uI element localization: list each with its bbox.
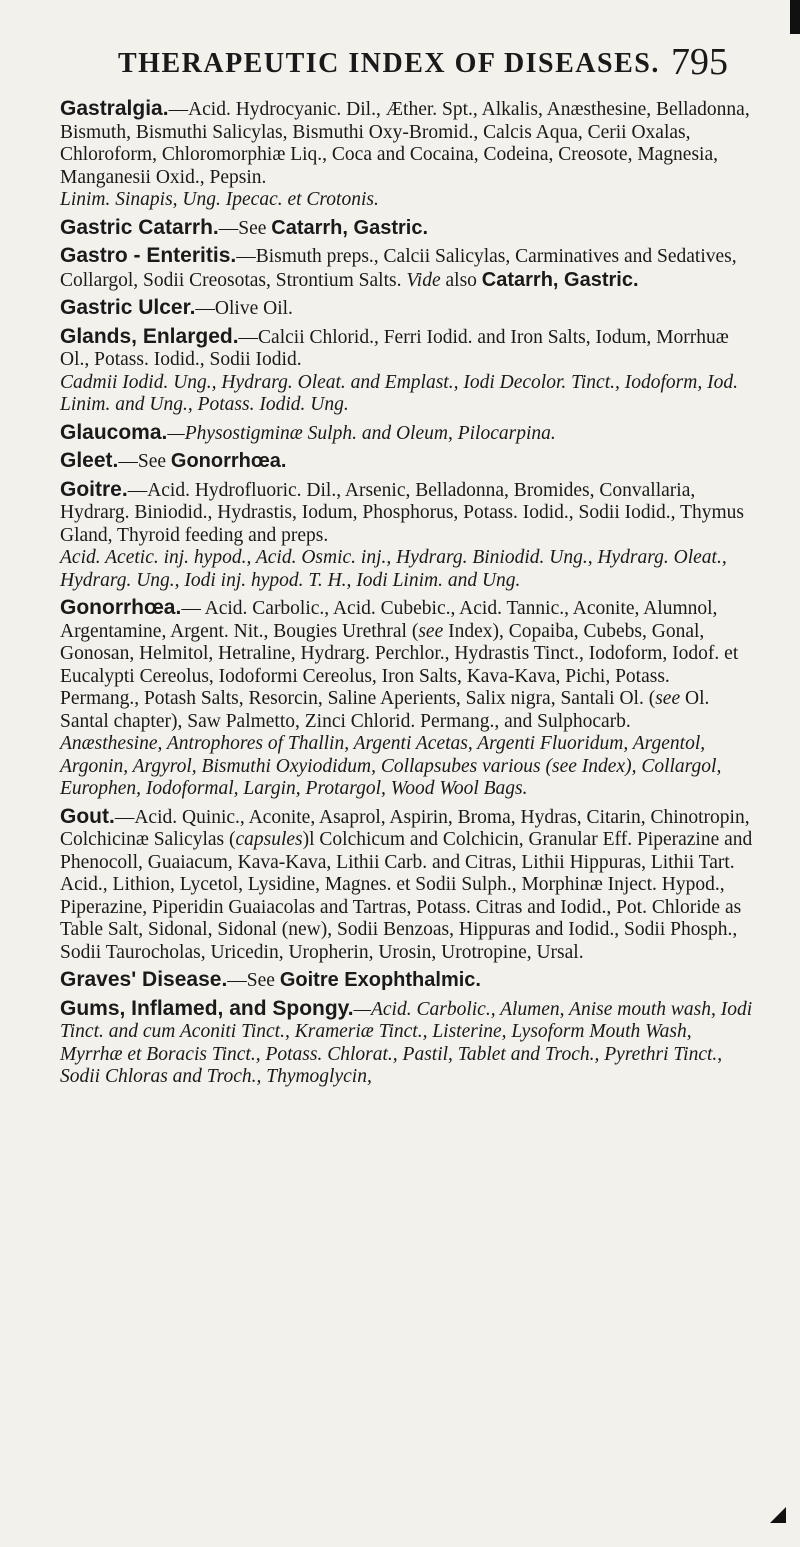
entry-vide: Vide	[406, 269, 441, 291]
entry-term: Glands, Enlarged.	[60, 324, 239, 348]
entry-gastralgia	[60, 98, 753, 212]
entry-external: Acid. Acetic. inj. hypod., Acid. Osmic. inj., Hydrarg. Biniodid. Ung., Hydrarg. Oleat., Hydrarg. Ung., Iodi inj. hypod. T. H., Iodi Linim. and Ung.	[60, 547, 727, 591]
entry-gastric-ulcer	[60, 297, 753, 321]
page-header	[118, 36, 728, 86]
entry-text: —See	[218, 217, 272, 239]
entry-text: —Bismuth preps., Calcii Salicylas, Carminatives and Sedatives, Collargol, Sodii Creosotas, Strontium Salts.	[60, 246, 737, 291]
entry-gastric-catarrh	[60, 217, 753, 241]
entry-glaucoma	[60, 422, 753, 446]
entry-text: —Calcii Chlorid., Ferri Iodid. and Iron Salts, Iodum, Morrhuæ Ol., Potass. Iodid., Sodii Iodid.	[60, 326, 729, 370]
entry-text: —Acid. Hydrocyanic. Dil., Æther. Spt., Alkalis, Anæsthesine, Belladonna, Bismuth, Bismuthi Salicylas, Bismuthi Oxy-Bromid., Calcis Aqua, Cerii Oxalas, Chloroform, Chloromorphiæ Liq., Coca and Cocaina, Codeina, Creosote, Magnesia, Manganesii Oxid., Pepsin.	[60, 99, 750, 188]
entry-external: Anæsthesine, Antrophores of Thallin, Argenti Acetas, Argenti Fluoridum, Argentol, Argonin, Argyrol, Bismuthi Oxyiodidum, Collapsubes various (see Index), Collargol, Europhen, Iodoformal, Largin, Protargol, Wood Wool Bags.	[60, 733, 722, 799]
entry-glands-enlarged	[60, 326, 753, 417]
entry-term: Gleet.	[60, 449, 119, 472]
entry-text: —See	[118, 451, 171, 472]
cross-reference: Catarrh, Gastric.	[481, 268, 639, 291]
entry-gleet	[60, 450, 753, 474]
page-number: 795	[671, 41, 728, 83]
entry-gums-inflamed	[60, 998, 753, 1089]
cross-reference: Gonorrhœa.	[170, 450, 287, 472]
entry-see: see	[418, 620, 444, 642]
cross-reference: Catarrh, Gastric.	[271, 216, 428, 239]
page-corner-mark	[790, 0, 800, 34]
running-head: THERAPEUTIC INDEX OF DISEASES.	[118, 48, 660, 79]
entry-external: —Acid. Carbolic., Alumen, Anise mouth wash, Iodi Tinct. and cum Aconiti Tinct., Krameriæ Tinct., Listerine, Lysoform Mouth Wash, Myrrhæ et Boracis Tinct., Potass. Chlorat., Pastil, Tablet and Troch., Pyrethri Tinct., Sodii Chloras and Troch., Thymoglycin,	[60, 998, 753, 1087]
page-corner-mark-bottom	[770, 1507, 786, 1523]
entry-term: Gastric Ulcer.	[60, 296, 196, 319]
entry-term: Gonorrhœa.	[60, 596, 182, 619]
entry-text: —See	[227, 970, 280, 991]
entry-see: see	[655, 688, 681, 709]
entry-text: )l Colchicum and Colchicin, Granular Eff. Piperazine and Phenocoll, Guaiacum, Kava-Kava, Lithii Carb. and Citras, Lithii Hippuras, Lithii Tart. Acid., Lithion, Lycetol, Lysidine, Magnes. et Sodii Sulph., Morphinæ Inject. Hypod., Piperazine, Piperidin Guaiacolas and Tartras, Potass. Citras and Iodid., Pot. Chloride as Table Salt, Sidonal, Sidonal (new), Sodii Benzoas, Hippuras and Iodid., Sodii Phosph., Sodii Taurocholas, Uricedin, Uropherin, Urosin, Urotropine, Ursal.	[60, 829, 753, 963]
index-content	[60, 98, 753, 1094]
entry-gastro-enteritis	[60, 245, 753, 292]
entry-text: —Acid. Hydrofluoric. Dil., Arsenic, Belladonna, Bromides, Convallaria, Hydrarg. Biniodid., Hydrastis, Iodum, Phosphorus, Potass. Iodid., Sodii Iodid., Thymus Gland, Thyroid feeding and preps.	[60, 479, 744, 546]
entry-gout	[60, 806, 753, 965]
entry-term: Gastro - Enteritis.	[60, 244, 237, 267]
entry-goitre	[60, 479, 753, 593]
entry-external: Linim. Sinapis, Ung. Ipecac. et Crotonis.	[60, 189, 379, 210]
entry-term: Graves' Disease.	[60, 968, 228, 991]
entry-text: —Acid. Quinic., Aconite, Asaprol, Aspirin, Broma, Hydras, Citarin, Chinotropin, Colchicinæ Salicylas (	[60, 806, 750, 850]
entry-term: Goitre.	[60, 477, 128, 501]
entry-capsules: capsules	[235, 829, 303, 850]
entry-text: Index), Copaiba, Cubebs, Gonal, Gonosan, Helmitol, Hetraline, Hydrarg. Perchlor., Hydrastis Tinct., Iodoform, Iodof. et Eucalypti Cereolus, Iodoformi Cereolus, Iron Salts, Kava-Kava, Pichi, Potass. Permang., Potash Salts, Resorcin, Saline Aperients, Salix nigra, Santali Ol. (	[60, 620, 739, 709]
entry-also: also	[440, 269, 482, 291]
entry-term: Gums, Inflamed, and Spongy.	[60, 996, 354, 1020]
entry-term: Gout.	[60, 804, 115, 828]
entry-external: —Physostigminæ Sulph. and Oleum, Pilocarpina.	[167, 422, 556, 444]
entry-term: Glaucoma.	[60, 420, 168, 444]
entry-gonorrhoea	[60, 597, 753, 801]
entry-graves-disease	[60, 969, 753, 993]
cross-reference: Goitre Exophthalmic.	[279, 969, 481, 991]
entry-text: Ol. Santal chapter), Saw Palmetto, Zinci Chlorid. Permang., and Sulphocarb.	[60, 688, 710, 732]
entry-text: —Olive Oil.	[195, 298, 293, 319]
entry-term: Gastric Catarrh.	[60, 215, 219, 239]
entry-term: Gastralgia.	[60, 97, 169, 120]
entry-text: — Acid. Carbolic., Acid. Cubebic., Acid. Tannic., Aconite, Alumnol, Argentamine, Argent. Nit., Bougies Urethral (	[60, 598, 718, 642]
entry-external: Cadmii Iodid. Ung., Hydrarg. Oleat. and Emplast., Iodi Decolor. Tinct., Iodoform, Iod. Linim. and Ung., Potass. Iodid. Ung.	[60, 371, 738, 415]
